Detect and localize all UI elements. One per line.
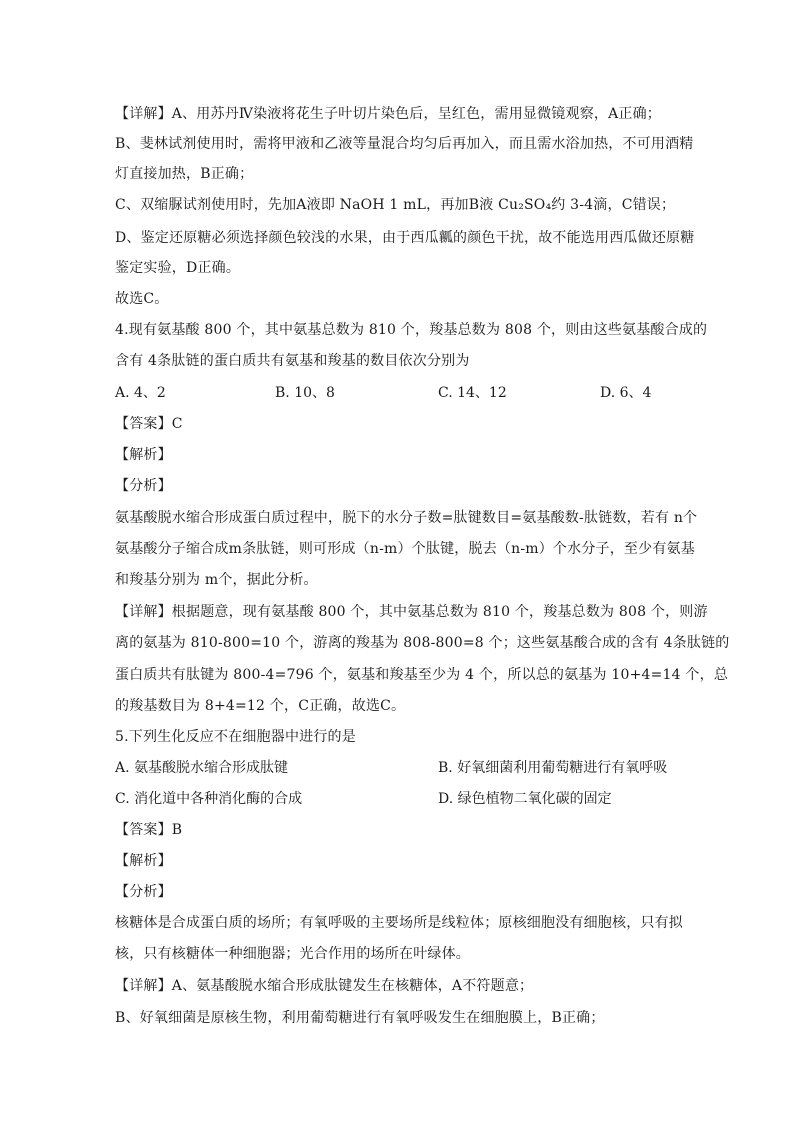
answer-heading: 【答案】B [115, 822, 183, 838]
question-4-stem: 4.现有氨基酸 800 个，其中氨基总数为 810 个，羧基总数为 808 个，则由这些氨基酸合成的 [115, 322, 708, 338]
question-4-stem: 含有 4条肽链的蛋白质共有氨基和羧基的数目依次分别为 [115, 353, 470, 369]
text-line: 灯直接加热，B正确； [115, 166, 254, 182]
question-5-option-c: C. 消化道中各种消化酶的合成 [115, 791, 303, 807]
question-5-option-a: A. 氨基酸脱水缩合形成肽键 [115, 760, 289, 776]
question-4-option-c: C. 14、12 [438, 385, 507, 401]
text-line: 核，只有核糖体一种细胞器；光合作用的场所在叶绿体。 [115, 946, 470, 962]
text-line: 【详解】根据题意，现有氨基酸 800 个，其中氨基总数为 810 个，羧基总数为 808 个，则游 [115, 604, 708, 620]
text-line: 【详解】A、用苏丹Ⅳ染液将花生子叶切片染色后，呈红色，需用显微镜观察，A正确； [115, 106, 662, 122]
text-line: 氨基酸脱水缩合形成蛋白质过程中，脱下的水分子数=肽键数目=氨基酸数-肽链数，若有 n个 [115, 510, 698, 526]
text-line: 核糖体是合成蛋白质的场所；有氧呼吸的主要场所是线粒体；原核细胞没有细胞核，只有拟 [115, 915, 683, 931]
question-4-option-b: B. 10、8 [275, 385, 335, 401]
text-line: 和羧基分别为 m个，据此分析。 [115, 572, 318, 588]
text-line: C、双缩脲试剂使用时，先加A液即 NaOH 1 mL，再加B液 Cu₂SO₄约 3-4滴，C错误； [115, 197, 676, 213]
question-5-stem: 5.下列生化反应不在细胞器中进行的是 [115, 729, 356, 745]
text-line: D、鉴定还原糖必须选择颜色较浅的水果，由于西瓜瓤的颜色干扰，故不能选用西瓜做还原糖 [115, 230, 695, 246]
text-line: 故选C。 [115, 291, 169, 307]
question-5-option-b: B. 好氧细菌利用葡萄糖进行有氧呼吸 [438, 760, 668, 776]
text-line: 氨基酸分子缩合成m条肽链，则可形成（n-m）个肽键，脱去（n-m）个水分子，至少有氨基 [115, 541, 695, 557]
text-line: 离的氨基为 810-800=10 个，游离的羧基为 808-800=8 个；这些氨基酸合成的含有 4条肽链的 [115, 635, 730, 651]
text-line: 蛋白质共有肽键为 800-4=796 个，氨基和羧基至少为 4 个，所以总的氨基为 10+4=14 个，总 [115, 667, 729, 683]
analysis-subheading: 【分析】 [115, 884, 172, 900]
text-line: B、斐林试剂使用时，需将甲液和乙液等量混合均匀后再加入，而且需水浴加热，不可用酒精 [115, 136, 694, 152]
analysis-subheading: 【分析】 [115, 478, 172, 494]
text-line: 【详解】A、氨基酸脱水缩合形成肽键发生在核糖体，A不符题意； [115, 978, 534, 994]
analysis-heading: 【解析】 [115, 447, 172, 463]
text-line: B、好氧细菌是原核生物，利用葡萄糖进行有氧呼吸发生在细胞膜上，B正确； [115, 1010, 605, 1026]
text-line: 鉴定实验，D正确。 [115, 260, 241, 276]
question-4-option-d: D. 6、4 [600, 385, 652, 401]
question-4-option-a: A. 4、2 [115, 385, 166, 401]
answer-heading: 【答案】C [115, 416, 183, 432]
text-line: 的羧基数目为 8+4=12 个，C正确，故选C。 [115, 698, 406, 714]
question-5-option-d: D. 绿色植物二氧化碳的固定 [438, 791, 612, 807]
analysis-heading: 【解析】 [115, 853, 172, 869]
